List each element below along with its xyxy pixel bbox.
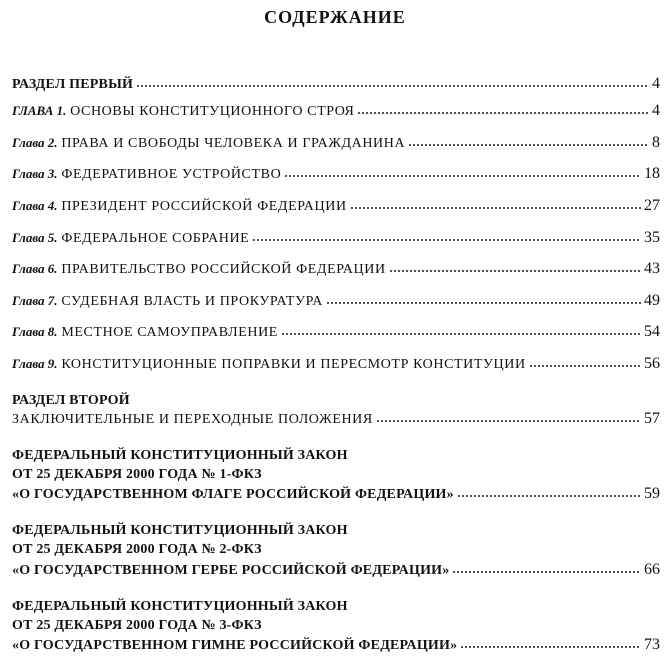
toc-entry-chapter-8[interactable] (12, 322, 660, 342)
toc-entry-part1[interactable] (12, 74, 660, 94)
toc-entry-chapter-2[interactable] (12, 133, 660, 153)
dot-leader (252, 228, 641, 242)
chapter-prefix: Глава 8. (12, 324, 58, 339)
page-number: 73 (644, 636, 660, 653)
page-number: 49 (644, 292, 660, 309)
dot-leader (136, 74, 649, 88)
dot-leader (350, 196, 641, 210)
dot-leader (281, 322, 641, 336)
toc-entry-law-1[interactable] (12, 484, 660, 504)
chapter-prefix: Глава 5. (12, 230, 58, 245)
page-number: 57 (644, 410, 660, 427)
dot-leader (357, 101, 649, 115)
page-number: 66 (644, 561, 660, 578)
toc-entry-part2[interactable] (12, 409, 660, 429)
chapter-title: ПРАВА И СВОБОДЫ ЧЕЛОВЕКА И ГРАЖДАНИНА (61, 136, 406, 151)
page-number: 35 (644, 229, 660, 246)
chapter-title: ФЕДЕРАТИВНОЕ УСТРОЙСТВО (61, 167, 282, 182)
chapter-title: ПРЕЗИДЕНТ РОССИЙСКОЙ ФЕДЕРАЦИИ (61, 199, 347, 214)
dot-leader (529, 354, 641, 368)
toc-entry-chapter-3[interactable] (12, 164, 660, 184)
toc-entry-law-2[interactable] (12, 560, 660, 580)
part2-title: ЗАКЛЮЧИТЕЛЬНЫЕ И ПЕРЕХОДНЫЕ ПОЛОЖЕНИЯ (12, 412, 373, 427)
chapter-title: ПРАВИТЕЛЬСТВО РОССИЙСКОЙ ФЕДЕРАЦИИ (61, 262, 386, 277)
chapter-title: СУДЕБНАЯ ВЛАСТЬ И ПРОКУРАТУРА (61, 294, 323, 309)
part1-heading: РАЗДЕЛ ПЕРВЫЙ (12, 77, 134, 92)
toc-entry-chapter-4[interactable] (12, 196, 660, 216)
law-2-type: ФЕДЕРАЛЬНЫЙ КОНСТИТУЦИОННЫЙ ЗАКОН (12, 523, 348, 538)
law-2-title: «О ГОСУДАРСТВЕННОМ ГЕРБЕ РОССИЙСКОЙ ФЕДЕРАЦИИ» (12, 563, 450, 578)
part2-heading: РАЗДЕЛ ВТОРОЙ (12, 393, 130, 408)
toc-entry-chapter-1[interactable] (12, 101, 660, 121)
page-number: 43 (644, 260, 660, 277)
law-1-title: «О ГОСУДАРСТВЕННОМ ФЛАГЕ РОССИЙСКОЙ ФЕДЕРАЦИИ» (12, 487, 454, 502)
chapter-title: КОНСТИТУЦИОННЫЕ ПОПРАВКИ И ПЕРЕСМОТР КОНСТИТУЦИИ (61, 357, 526, 372)
chapter-prefix: Глава 6. (12, 261, 58, 276)
chapter-title: МЕСТНОЕ САМОУПРАВЛЕНИЕ (61, 325, 278, 340)
law-3-title: «О ГОСУДАРСТВЕННОМ ГИМНЕ РОССИЙСКОЙ ФЕДЕРАЦИИ» (12, 638, 458, 653)
page-number: 4 (652, 75, 660, 92)
dot-leader (326, 291, 641, 305)
dot-leader (460, 635, 641, 649)
toc-entry-chapter-7[interactable] (12, 291, 660, 311)
chapter-prefix: Глава 2. (12, 135, 58, 150)
page-number: 56 (644, 355, 660, 372)
law-3-type: ФЕДЕРАЛЬНЫЙ КОНСТИТУЦИОННЫЙ ЗАКОН (12, 599, 348, 614)
dot-leader (389, 259, 641, 273)
dot-leader (284, 164, 641, 178)
chapter-prefix: Глава 7. (12, 293, 58, 308)
page-number: 4 (652, 102, 660, 119)
law-3-date: ОТ 25 ДЕКАБРЯ 2000 ГОДА № 3-ФКЗ (12, 618, 262, 633)
dot-leader (452, 560, 641, 574)
page-number: 18 (644, 165, 660, 182)
dot-leader (408, 133, 649, 147)
page-number: 54 (644, 323, 660, 340)
law-1-type: ФЕДЕРАЛЬНЫЙ КОНСТИТУЦИОННЫЙ ЗАКОН (12, 448, 348, 463)
law-1-date: ОТ 25 ДЕКАБРЯ 2000 ГОДА № 1-ФКЗ (12, 467, 262, 482)
page-title: СОДЕРЖАНИЕ (264, 7, 406, 27)
toc-entry-chapter-6[interactable] (12, 259, 660, 279)
chapter-prefix: Глава 3. (12, 166, 58, 181)
chapter-title: ОСНОВЫ КОНСТИТУЦИОННОГО СТРОЯ (70, 104, 355, 119)
chapter-prefix: ГЛАВА 1. (12, 103, 67, 118)
dot-leader (457, 484, 641, 498)
chapter-title: ФЕДЕРАЛЬНОЕ СОБРАНИЕ (61, 231, 250, 246)
page-number: 27 (644, 197, 660, 214)
dot-leader (376, 409, 641, 423)
toc-entry-law-3[interactable] (12, 635, 660, 655)
page-number: 8 (652, 134, 660, 151)
chapter-prefix: Глава 4. (12, 198, 58, 213)
page-number: 59 (644, 485, 660, 502)
chapter-prefix: Глава 9. (12, 356, 58, 371)
toc-entry-chapter-5[interactable] (12, 228, 660, 248)
law-2-date: ОТ 25 ДЕКАБРЯ 2000 ГОДА № 2-ФКЗ (12, 542, 262, 557)
toc-entry-chapter-9[interactable] (12, 354, 660, 374)
